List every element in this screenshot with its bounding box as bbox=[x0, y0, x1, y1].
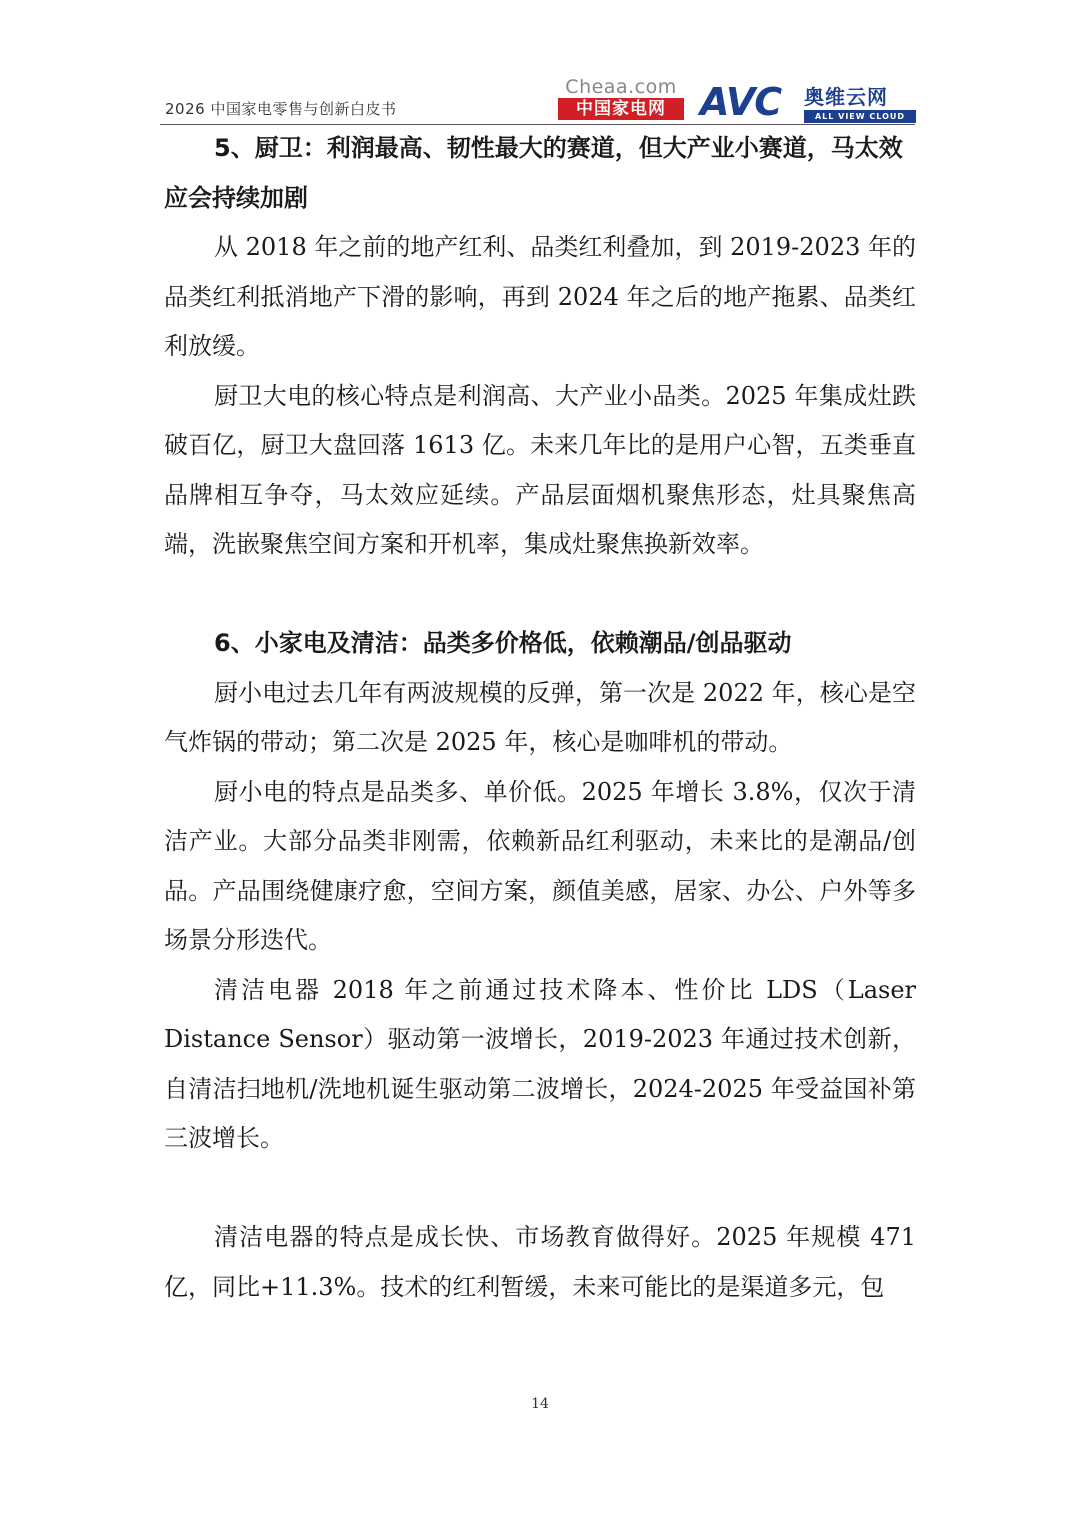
avc-logo-name-en: ALL VIEW CLOUD bbox=[804, 110, 916, 123]
document-title: 2026 中国家电零售与创新白皮书 bbox=[165, 100, 397, 118]
cheaa-logo-name: 中国家电网 bbox=[558, 98, 684, 120]
section-5-paragraph: 从 2018 年之前的地产红利、品类红利叠加，到 2019-2023 年的品类红利抵消地产下滑的影响，再到 2024 年之后的地产拖累、品类红利放缓。 bbox=[164, 233, 916, 360]
section-6-heading: 6、小家电及清洁：品类多价格低，依赖潮品/创品驱动 bbox=[214, 629, 792, 657]
section-6-paragraph: 厨小电的特点是品类多、单价低。2025 年增长 3.8%，仅次于清洁产业。大部分品类非刚需，依赖新品红利驱动，未来比的是潮品/创品。产品围绕健康疗愈，空间方案，颜值美感，居家、办公、户外等多场景分形迭代。 bbox=[164, 777, 916, 954]
page-number: 14 bbox=[531, 1396, 549, 1412]
page-body bbox=[164, 124, 916, 1312]
avc-logo bbox=[700, 82, 925, 126]
section-spacer bbox=[164, 570, 916, 620]
paragraph-spacer bbox=[164, 1164, 916, 1214]
cheaa-logo bbox=[556, 76, 686, 122]
section-5-heading: 5、厨卫：利润最高、韧性最大的赛道，但大产业小赛道，马太效应会持续加剧 bbox=[164, 134, 903, 212]
page-header bbox=[0, 0, 1080, 130]
cheaa-logo-domain: Cheaa.com bbox=[565, 76, 677, 98]
section-6-paragraph: 清洁电器的特点是成长快、市场教育做得好。2025 年规模 471 亿，同比+11.3%。技术的红利暂缓，未来可能比的是渠道多元，包 bbox=[164, 1223, 916, 1301]
section-6-paragraph: 清洁电器 2018 年之前通过技术降本、性价比 LDS（Laser Distance Sensor）驱动第一波增长，2019-2023 年通过技术创新，自清洁扫地机/洗地机诞生驱动第二波增长，2024-2025 年受益国补第三波增长。 bbox=[164, 975, 916, 1152]
section-5-paragraph: 厨卫大电的核心特点是利润高、大产业小品类。2025 年集成灶跌破百亿，厨卫大盘回落 1613 亿。未来几年比的是用户心智，五类垂直品牌相互争夺，马太效应延续。产品层面烟机聚焦形态，灶具聚焦高端，洗嵌聚焦空间方案和开机率，集成灶聚焦换新效率。 bbox=[164, 381, 916, 558]
section-6-paragraph: 厨小电过去几年有两波规模的反弹，第一次是 2022 年，核心是空气炸锅的带动；第二次是 2025 年，核心是咖啡机的带动。 bbox=[164, 678, 916, 756]
avc-logo-name-cn: 奥维云网 bbox=[804, 85, 888, 109]
avc-logo-mark: AVC bbox=[700, 80, 782, 124]
